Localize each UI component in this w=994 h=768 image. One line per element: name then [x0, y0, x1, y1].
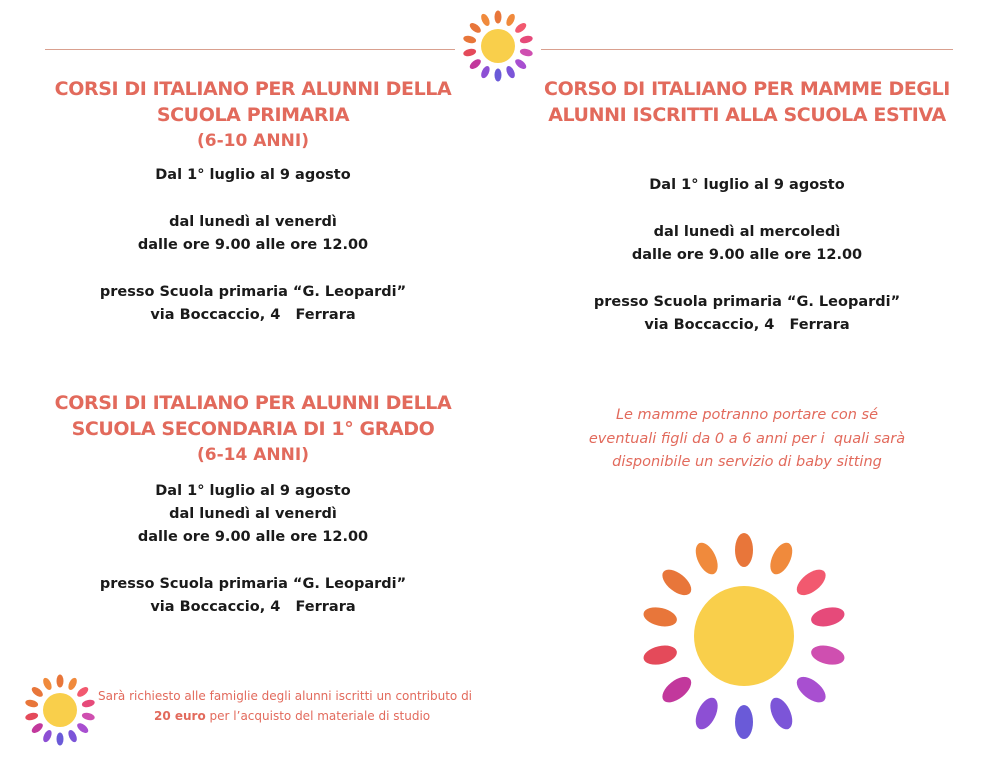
sun-ray [513, 57, 528, 71]
sun-ray [642, 643, 679, 668]
sun-ray [30, 721, 45, 735]
course-secondaria-dates: Dal 1° luglio al 9 agosto [155, 483, 351, 499]
sun-core [481, 29, 515, 63]
course-secondaria-hours: dalle ore 9.00 alle ore 12.00 [137, 529, 369, 545]
sun-ray [81, 699, 95, 709]
sun-ray [809, 643, 846, 668]
sun-ray [463, 48, 477, 58]
sun-core [43, 693, 77, 727]
sun-ray [519, 48, 533, 58]
course-mamme-title-2: ALUNNI ISCRITTI ALLA SCUOLA ESTIVA [548, 104, 946, 126]
footer-amount: 20 euro [154, 709, 206, 723]
sun-ray [25, 712, 39, 722]
course-secondaria-title-1: CORSI DI ITALIANO PER ALUNNI DELLA [54, 392, 452, 414]
course-mamme-title-1: CORSO DI ITALIANO PER MAMME DEGLI [544, 78, 950, 100]
sun-ray [479, 65, 491, 80]
course-primaria-place: presso Scuola primaria “G. Leopardi” [99, 284, 407, 300]
sun-ray [809, 604, 846, 629]
sun-ray [67, 677, 79, 692]
sun-ray [658, 672, 696, 707]
sun-ray [735, 705, 753, 739]
sun-ray [468, 21, 483, 35]
course-mamme-place: presso Scuola primaria “G. Leopardi” [593, 294, 901, 310]
course-secondaria-age: (6-14 ANNI) [197, 445, 309, 465]
course-secondaria [45, 390, 461, 619]
course-mamme [535, 76, 959, 337]
sun-ray [67, 729, 79, 744]
sun-ray [792, 565, 830, 600]
sun-ray [505, 13, 517, 28]
divider-right [541, 49, 953, 50]
sun-ray [41, 729, 53, 744]
sun-ray [30, 685, 45, 699]
course-primaria-days: dal lunedì al venerdì [169, 214, 337, 230]
course-primaria-title-2: SCUOLA PRIMARIA [156, 104, 350, 126]
footer-line-1: Sarà richiesto alle famiglie degli alunni iscritti un contributo di [98, 689, 473, 703]
course-secondaria-address: via Boccaccio, 4 Ferrara [150, 599, 356, 615]
sun-ray [57, 733, 64, 746]
note-line-2: eventuali figli da 0 a 6 anni per i quali sarà [588, 430, 906, 447]
course-primaria-title-1: CORSI DI ITALIANO PER ALUNNI DELLA [54, 78, 452, 100]
sun-ray [479, 13, 491, 28]
sun-ray [766, 694, 797, 732]
sun-core [694, 586, 794, 686]
sun-ray [75, 685, 90, 699]
sun-ray [57, 675, 64, 688]
footer-line-2 [98, 706, 498, 726]
course-mamme-hours: dalle ore 9.00 alle ore 12.00 [631, 247, 863, 263]
note-line-1: Le mamme potranno portare con sé [615, 407, 879, 423]
course-primaria-dates: Dal 1° luglio al 9 agosto [155, 167, 351, 183]
sun-ray [642, 604, 679, 629]
course-primaria [45, 76, 461, 327]
sun-icon-top [460, 8, 536, 84]
sun-ray [766, 539, 797, 577]
sun-ray [505, 65, 517, 80]
sun-ray [513, 21, 528, 35]
sun-ray [81, 712, 95, 722]
sun-ray [463, 35, 477, 45]
note-line-3: disponibile un servizio di baby sitting [612, 454, 882, 470]
sun-icon-large [638, 530, 850, 742]
course-secondaria-title-2: SCUOLA SECONDARIA DI 1° GRADO [71, 418, 435, 440]
footer-note [98, 686, 498, 726]
course-secondaria-days: dal lunedì al venerdì [169, 506, 337, 522]
sun-ray [691, 694, 722, 732]
course-primaria-age: (6-10 ANNI) [197, 131, 309, 151]
sun-ray [519, 35, 533, 45]
sun-ray [495, 69, 502, 82]
sun-ray [495, 11, 502, 24]
sun-ray [658, 565, 696, 600]
sun-icon-footer [22, 672, 98, 748]
babysitting-note [535, 404, 959, 475]
course-secondaria-place: presso Scuola primaria “G. Leopardi” [99, 576, 407, 592]
footer-line-2-rest: per l’acquisto del materiale di studio [205, 709, 431, 723]
sun-ray [25, 699, 39, 709]
course-primaria-address: via Boccaccio, 4 Ferrara [150, 307, 356, 323]
sun-ray [735, 533, 753, 567]
sun-ray [41, 677, 53, 692]
course-mamme-dates: Dal 1° luglio al 9 agosto [649, 177, 845, 193]
sun-ray [792, 672, 830, 707]
course-mamme-days: dal lunedì al mercoledì [653, 224, 841, 240]
course-primaria-hours: dalle ore 9.00 alle ore 12.00 [137, 237, 369, 253]
sun-ray [691, 539, 722, 577]
sun-ray [75, 721, 90, 735]
course-mamme-address: via Boccaccio, 4 Ferrara [644, 317, 850, 333]
sun-ray [468, 57, 483, 71]
divider-left [45, 49, 455, 50]
